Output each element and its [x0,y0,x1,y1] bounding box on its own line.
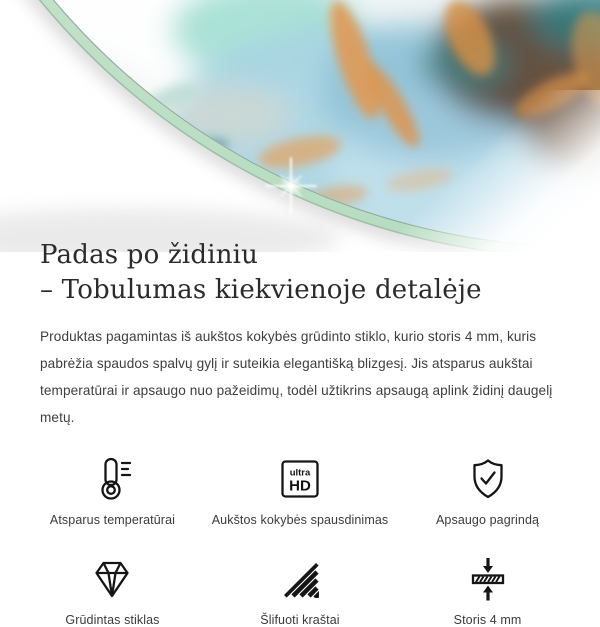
diamond-icon [88,555,136,603]
ultra-hd-icon [276,455,324,503]
feature-label: Grūdintas stiklas [65,613,160,627]
feature-item-protects-base [436,455,539,527]
feature-label: Atsparus temperatūrai [49,513,175,527]
feature-label: Storis 4 mm [453,613,522,627]
feature-label: Šlifuoti kraštai [260,613,340,627]
page-title [40,238,560,308]
feature-item-ultra-hd-print [212,455,389,527]
feature-item-thickness [454,555,522,627]
page-title-line-2: – Tobulumas kiekvienoje detalėje [40,275,482,305]
polished-edges-icon [276,555,324,603]
feature-label: Apsaugo pagrindą [435,513,540,527]
page-title-line-1: Padas po židiniu [40,240,259,270]
feature-item-tempered-glass [65,555,159,627]
thermometer-icon [88,455,136,503]
thickness-press-icon [464,555,512,603]
product-description-section [0,238,600,627]
photo-fade [388,90,600,252]
feature-label: Aukštos kokybės spausdinimas [211,513,389,527]
feature-item-heat-resistant [50,455,175,527]
feature-item-polished-edges [260,555,339,627]
features-grid [24,455,576,627]
svg-text:HD: HD [289,477,311,495]
shield-check-icon [464,455,512,503]
intro-paragraph: Produktas pagamintas iš aukštos kokybės grūdinto stiklo, kurio storis 4 mm, kuris pabrėžia spaudos spalvų gylį ir suteikia elegantišką blizgesį. Jis atsparus aukštai temperatūrai ir apsaugo nuo pažeidimų, todėl užtikrins apsaugą aplink židinį daugelį metų. [40,329,553,425]
svg-text:ultra: ultra [289,467,311,479]
glass-panel-artwork [0,0,600,252]
product-photo [0,0,600,252]
